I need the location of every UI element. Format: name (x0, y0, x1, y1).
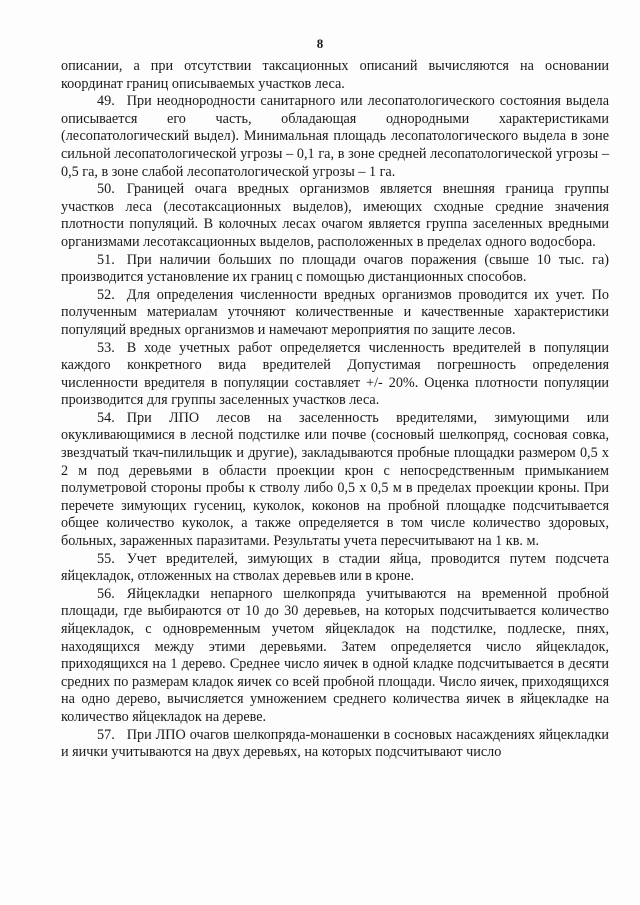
paragraph-text: При ЛПО очагов шелкопряда-монашенки в сосновых насаждениях яйцекладки и яички учитываются на двух деревьях, на которых подсчитывают число (61, 726, 609, 761)
paragraph-number: 56. (97, 585, 115, 602)
paragraph-continuation (61, 58, 609, 93)
paragraph-56 (61, 586, 609, 727)
paragraph-text: При ЛПО лесов на заселенность вредителями, зимующими или окукливающимися в лесной подстилке или почве (сосновый шелкопряд, сосновая совка, звездчатый ткач-пилильщик и другие), закладываются пробные площадки размером 0,5 х 2 м под деревьями в области проекции крон с непосредственным примыканием полуметровой стороны пробы к стволу либо 0,5 х 0,5 м в пределах проекции кроны. При перечете зимующих гусениц, куколок, коконов на пробной площадке подсчитывается общее количество куколок, а также определяется в том числе количество здоровых, больных, зараженных паразитами. Результаты учета пересчитывают на 1 кв. м. (61, 409, 609, 550)
paragraph-52 (61, 287, 609, 340)
paragraph-number: 54. (97, 409, 115, 426)
paragraph-text: Границей очага вредных организмов является внешняя граница группы участков леса (лесотаксационных выделов), имеющих сходные средние значения плотности популяций. В колочных лесах очагом является группа заселенных вредными организмами лесотаксационных выделов, расположенных в пределах одного водосбора. (61, 181, 609, 250)
document-body (61, 58, 609, 762)
paragraph-text: В ходе учетных работ определяется численность вредителей в популяции каждого конкретного вида вредителей Допустимая погрешность определения численности вредителя в популяции составляет +/- 20%. Оценка плотности популяции производится для группы заселенных участков леса. (61, 339, 609, 409)
paragraph-text: При неоднородности санитарного или лесопатологического состояния выдела описывается его часть, обладающая однородными характеристиками (лесопатологический выдел). Минимальная площадь лесопатологического выдела в зоне сильной лесопатологической угрозы – 0,1 га, в зоне средней лесопатологической угрозы – 0,5 га, в зоне слабой лесопатологической угрозы – 1 га. (61, 93, 609, 180)
paragraph-text: Для определения численности вредных организмов проводится их учет. По полученным материалам уточняют количественные и качественные характеристики популяций вредных организмов и намечают мероприятия по защите лесов. (61, 286, 609, 338)
paragraph-49 (61, 93, 609, 181)
paragraph-text: описании, а при отсутствии таксационных описаний вычисляются на основании координат границ описываемых участков леса. (61, 58, 609, 92)
page-number: 8 (316, 36, 324, 51)
paragraph-54 (61, 410, 609, 551)
paragraph-text: Яйцекладки непарного шелкопряда учитываются на временной пробной площади, где выбираются от 10 до 30 деревьев, на которых подсчитывается количество яйцекладок, с одновременным учетом яйцекладок на подстилке, подлеске, пнях, находящихся между этими деревьями. Затем определяется число яйцекладок, приходящихся на 1 дерево. Среднее число яичек в одной кладке подсчитывается в десяти средних по размерам кладок яичек со всей пробной площади. Число яичек, приходящихся на одно дерево, вычисляется умножением среднего количества яичек в яйцекладке на количество яйцекладок на дереве. (61, 585, 609, 725)
paragraph-57 (61, 727, 609, 762)
paragraph-text: Учет вредителей, зимующих в стадии яйца, проводится путем подсчета яйцекладок, отложенных на стволах деревьев или в кроне. (61, 550, 609, 585)
paragraph-number: 52. (97, 286, 115, 303)
paragraph-53 (61, 340, 609, 410)
paragraph-number: 57. (97, 726, 115, 743)
paragraph-number: 51. (97, 251, 115, 268)
paragraph-number: 50. (97, 181, 115, 198)
paragraph-51 (61, 252, 609, 287)
paragraph-number: 49. (97, 93, 115, 110)
paragraph-55 (61, 551, 609, 586)
paragraph-text: При наличии больших по площади очагов поражения (свыше 10 тыс. га) производится установление их границ с помощью дистанционных способов. (61, 251, 609, 286)
paragraph-number: 53. (97, 339, 115, 356)
paragraph-50 (61, 181, 609, 251)
paragraph-number: 55. (97, 550, 115, 567)
